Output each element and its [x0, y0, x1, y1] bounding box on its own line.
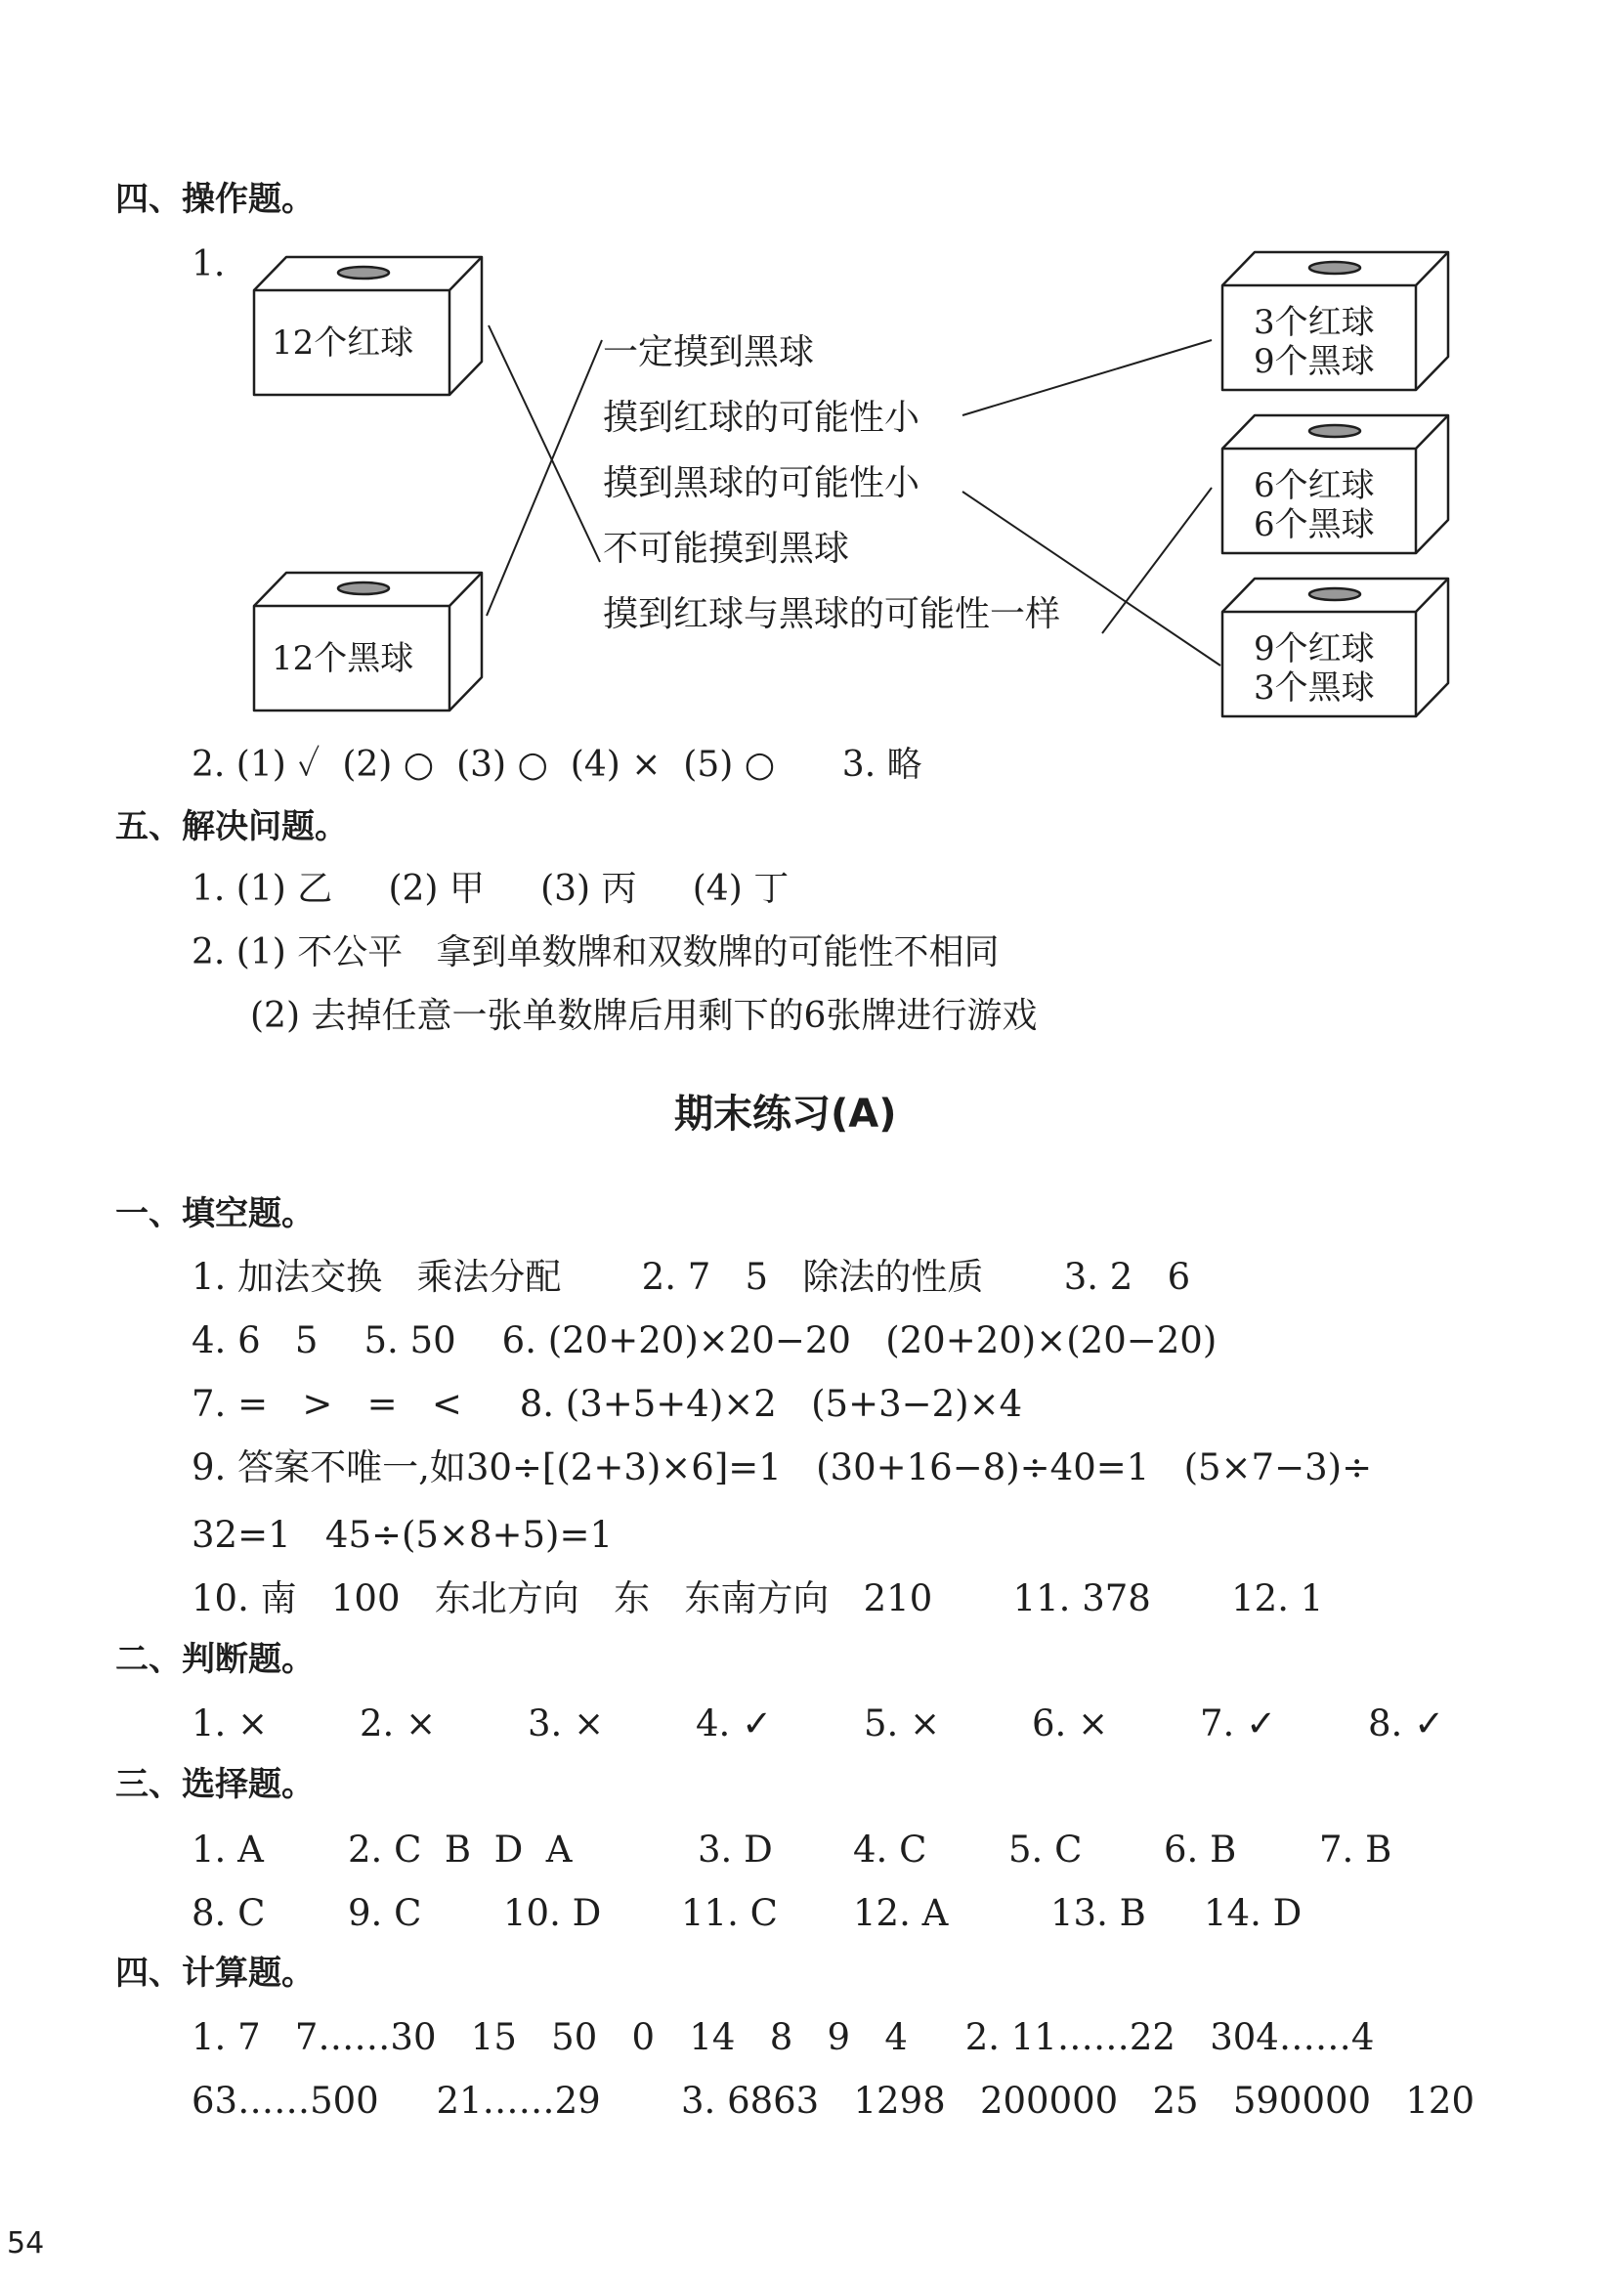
box-label-right1-line1: 3个红球 [1254, 303, 1375, 342]
match-line-3 [962, 340, 1212, 415]
answer-item: 8. ✓ [1368, 1702, 1445, 1744]
option-2: 摸到红球的可能性小 [603, 398, 920, 438]
answer-line: 1. (1) 乙 (2) 甲 (3) 丙 (4) 丁 [192, 869, 790, 909]
answer-item: 4. ✓ [696, 1702, 773, 1744]
answer-item: 7. B [1319, 1829, 1392, 1871]
option-4: 不可能摸到黑球 [603, 529, 850, 569]
section-heading-calc: 四、计算题。 [115, 1954, 315, 1993]
answer-line: 7. = > = < 8. (3+5+4)×2 (5+3−2)×4 [192, 1383, 1023, 1425]
section-heading-problems: 五、解决问题。 [115, 807, 348, 846]
match-line-5 [1102, 488, 1212, 633]
section-heading-fill: 一、填空题。 [115, 1194, 315, 1233]
match-line-2 [487, 340, 602, 616]
matching-figure [0, 0, 1624, 785]
option-1: 一定摸到黑球 [603, 332, 815, 372]
answer-item: 14. D [1204, 1892, 1303, 1934]
box-label-left-bottom: 12个黑球 [272, 639, 414, 678]
answer-line: 1. 7 7……30 15 50 0 14 8 9 4 2. 11……22 304……4 [192, 2016, 1375, 2058]
answer-item: 12. A [853, 1892, 949, 1934]
answer-line: 2. (1) 不公平 拿到单数牌和双数牌的可能性不相同 [192, 932, 1000, 972]
question-number: 1. [192, 244, 226, 284]
box-label-right3-line1: 9个红球 [1254, 629, 1375, 668]
option-3: 摸到黑球的可能性小 [603, 463, 920, 503]
section-heading-operations: 四、操作题。 [115, 180, 315, 219]
answer-item: 6. B [1164, 1829, 1237, 1871]
answer-item: 6. × [1032, 1702, 1109, 1744]
answer-line: 4. 6 5 5. 50 6. (20+20)×20−20 (20+20)×(20−20) [192, 1319, 1218, 1361]
answer-line: (2) 去掉任意一张单数牌后用剩下的6张牌进行游戏 [250, 996, 1038, 1036]
option-5: 摸到红球与黑球的可能性一样 [603, 594, 1061, 634]
answer-item: 9. C [348, 1892, 422, 1934]
answer-item: 8. C [192, 1892, 266, 1934]
answer-item: 1. A [192, 1829, 264, 1871]
answer-item: 4. C [853, 1829, 927, 1871]
answer-item: 3. × [528, 1702, 605, 1744]
answer-line-q2: 2. (1) ✓ (2) ○ (3) ○ (4) × (5) ○ 3. 略 [192, 745, 922, 785]
section-heading-choice: 三、选择题。 [115, 1765, 315, 1804]
exam-title: 期末练习(A) [674, 1092, 897, 1137]
answer-item: 10. D [503, 1892, 602, 1934]
section-heading-judge: 二、判断题。 [115, 1640, 315, 1679]
answer-item: 2. C B D A [348, 1829, 573, 1871]
match-line-1 [489, 325, 600, 562]
answer-item: 7. ✓ [1200, 1702, 1277, 1744]
box-label-right2-line1: 6个红球 [1254, 466, 1375, 505]
box-label-right1-line2: 9个黑球 [1254, 342, 1375, 381]
answer-item: 5. × [864, 1702, 941, 1744]
answer-line: 10. 南 100 东北方向 东 东南方向 210 11. 378 12. 1 [192, 1577, 1324, 1619]
box-label-left-top: 12个红球 [272, 323, 414, 363]
box-label-right3-line2: 3个黑球 [1254, 668, 1375, 708]
box-label-right2-line2: 6个黑球 [1254, 505, 1375, 544]
answer-line: 32=1 45÷(5×8+5)=1 [192, 1514, 614, 1556]
page-number: 54 [7, 2226, 45, 2260]
answer-line: 63……500 21……29 3. 6863 1298 200000 25 590000 120 [192, 2080, 1474, 2122]
match-line-4 [962, 492, 1220, 666]
answer-item: 1. × [192, 1702, 269, 1744]
answer-item: 3. D [698, 1829, 773, 1871]
answer-item: 13. B [1050, 1892, 1146, 1934]
answer-item: 11. C [681, 1892, 778, 1934]
answer-item: 2. × [360, 1702, 437, 1744]
answer-line: 9. 答案不唯一,如30÷[(2+3)×6]=1 (30+16−8)÷40=1 (5×7−3)÷ [192, 1446, 1373, 1488]
answer-line: 1. 加法交换 乘法分配 2. 7 5 除法的性质 3. 2 6 [192, 1256, 1191, 1298]
answer-item: 5. C [1008, 1829, 1083, 1871]
